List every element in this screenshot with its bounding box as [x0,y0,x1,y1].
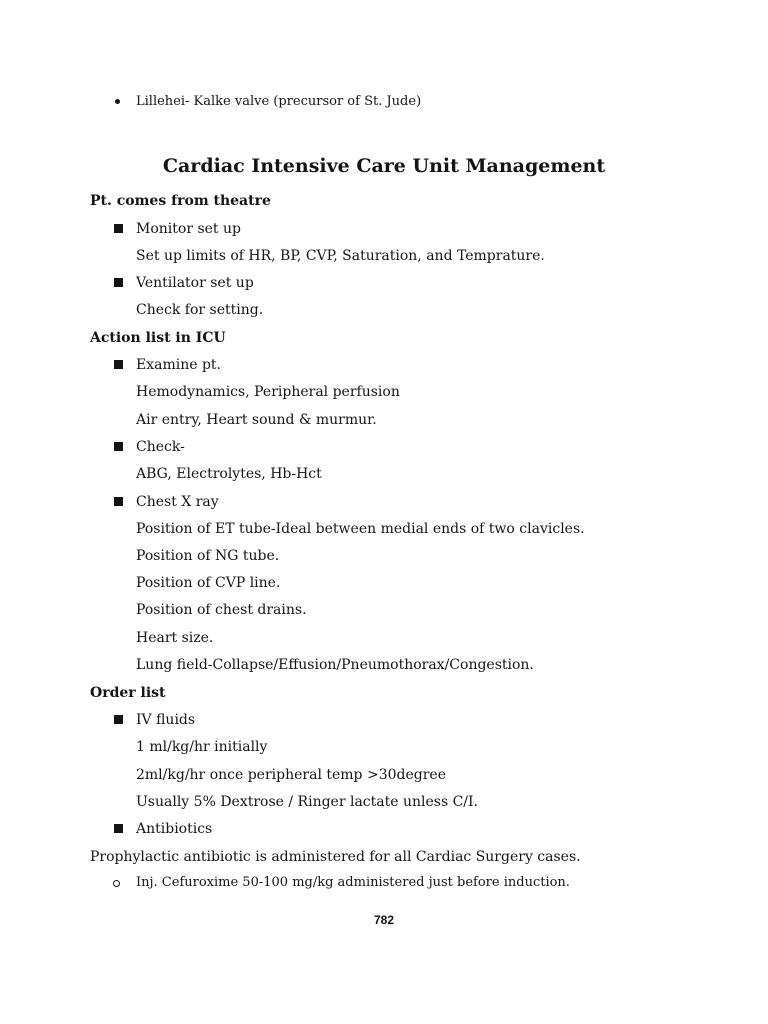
list-item: IV fluids [136,712,196,728]
list-item-detail: Position of CVP line. [136,575,281,591]
list-item-detail: Air entry, Heart sound & murmur. [136,412,377,428]
section-heading-action-list: Action list in ICU [90,330,226,346]
list-item-detail: Lung field-Collapse/Effusion/Pneumothorax/Congestion. [136,657,534,673]
page-title: Cardiac Intensive Care Unit Management [162,155,606,177]
list-item-detail: Position of ET tube-Ideal between medial ends of two clavicles. [136,521,585,537]
paragraph-text: Prophylactic antibiotic is administered for all Cardiac Surgery cases. [90,849,581,865]
square-bullet-icon [114,497,123,506]
list-item-detail: Position of chest drains. [136,602,307,618]
list-item-detail: Check for setting. [136,302,264,318]
square-bullet-icon [114,360,123,369]
list-item-detail: Usually 5% Dextrose / Ringer lactate unless C/I. [136,794,479,810]
square-bullet-icon [114,278,123,287]
square-bullet-icon [114,715,123,724]
sub-bullet-text: Inj. Cefuroxime 50-100 mg/kg administered just before induction. [136,875,570,890]
list-item: Chest X ray [136,494,219,510]
list-item: Monitor set up [136,221,241,237]
list-item: Antibiotics [136,821,213,837]
section-heading-theatre: Pt. comes from theatre [90,193,271,209]
hollow-bullet-icon [113,880,120,887]
list-item-detail: 1 ml/kg/hr initially [136,739,268,755]
list-item: Ventilator set up [136,275,254,291]
square-bullet-icon [114,224,123,233]
list-item: Check- [136,439,185,455]
page-number: 782 [373,913,395,927]
list-item-detail: 2ml/kg/hr once peripheral temp >30degree [136,767,446,783]
list-item: Examine pt. [136,357,222,373]
list-item-detail: Position of NG tube. [136,548,280,564]
list-item-detail: Set up limits of HR, BP, CVP, Saturation, and Temprature. [136,248,545,264]
bullet-dot-icon [115,99,120,104]
list-item-detail: ABG, Electrolytes, Hb-Hct [136,466,322,482]
square-bullet-icon [114,442,123,451]
square-bullet-icon [114,824,123,833]
section-heading-order-list: Order list [90,685,166,701]
top-bullet-text: Lillehei- Kalke valve (precursor of St. Jude) [136,94,422,109]
list-item-detail: Hemodynamics, Peripheral perfusion [136,384,400,400]
list-item-detail: Heart size. [136,630,214,646]
